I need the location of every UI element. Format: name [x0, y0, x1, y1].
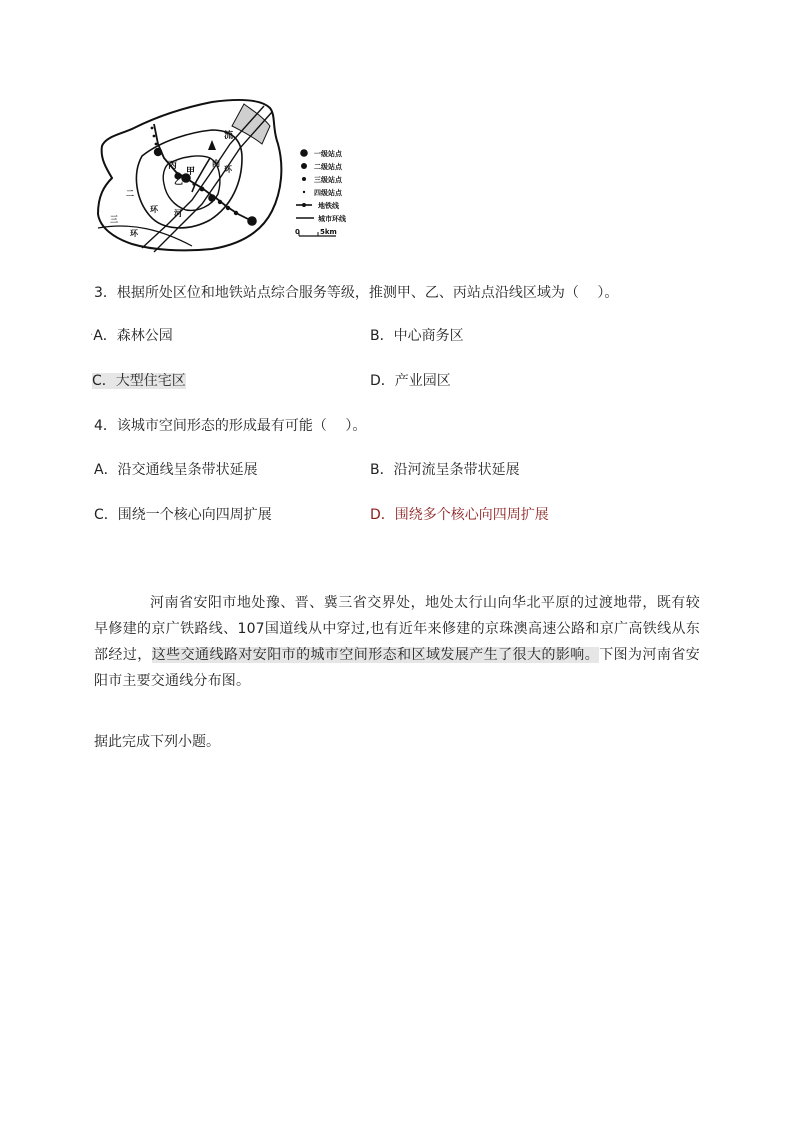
q3-option-d: D．产业园区 — [370, 373, 451, 389]
q3-option-c-text: C．大型住宅区 — [92, 373, 186, 389]
label-third-ring-2: 环 — [130, 229, 138, 238]
passage-part-3: 下图为河南省安阳市主要交通线分布图。 — [94, 647, 700, 689]
city-metro-map — [92, 96, 372, 258]
label-inner-ring-1: 内 — [212, 159, 220, 168]
reading-passage — [94, 590, 700, 694]
legend-metro: 地铁线 — [318, 202, 339, 210]
legend-level3: 三级站点 — [314, 176, 342, 184]
label-jia: 甲 — [186, 167, 196, 177]
legend-level2: 二级站点 — [314, 163, 342, 171]
q4-option-b: B．沿河流呈条带状延展 — [370, 462, 520, 478]
question-4-stem: 4．该城市空间形态的形成最有可能（ ）。 — [94, 418, 367, 434]
passage-part-1: 河南省安阳市地处豫、晋、冀三省交界处，地处太行山向华北平原的过渡地带，既有较早修建的京广铁路线、107国道线从中穿过,也有近年来修建的京珠澳高速公路和京广高铁线从东部经过， — [94, 595, 700, 663]
question-3-stem: 3．根据所处区位和地铁站点综合服务等级，推测甲、乙、丙站点沿线区域为（ ）。 — [94, 285, 619, 301]
station-level4 — [151, 127, 154, 130]
legend-level3-icon — [302, 177, 306, 181]
legend-metro-dot — [302, 203, 306, 207]
river-band — [142, 106, 264, 248]
legend-ring: 城市环线 — [318, 215, 346, 223]
station-level2 — [154, 148, 162, 156]
passage-part-2-highlighted: 这些交通线路对安阳市的城市空间形态和区域发展产生了很大的影响。 — [151, 647, 600, 663]
q4-option-a: A．沿交通线呈条带状延展 — [94, 462, 258, 478]
label-second-ring-1: 二 — [126, 189, 134, 198]
station-level3 — [200, 187, 205, 192]
station-level4 — [192, 182, 195, 185]
arrow-marker — [208, 140, 216, 150]
legend-level1-icon — [300, 149, 308, 157]
station-level3 — [218, 200, 222, 204]
scale-zero: 0 — [295, 228, 300, 236]
legend-level2-icon — [301, 163, 307, 169]
river-shade — [232, 104, 270, 144]
station-level4 — [155, 143, 158, 146]
legend-level1: 一级站点 — [314, 150, 342, 158]
station-level2 — [208, 194, 216, 202]
legend-level4-icon — [303, 191, 305, 193]
label-bing: 丙 — [168, 161, 178, 171]
answer-prompt: 据此完成下列小题。 — [94, 734, 220, 750]
label-inner-ring-2: 环 — [224, 165, 232, 174]
q4-option-c: C．围绕一个核心向四周扩展 — [94, 507, 272, 523]
station-level4 — [153, 135, 156, 138]
selection-tick-icon: · — [90, 330, 94, 341]
label-third-ring-1: 三 — [110, 215, 118, 224]
q3-option-c — [92, 371, 186, 391]
q4-option-d: D．围绕多个核心向四周扩展 — [370, 507, 549, 523]
scale-km: 5km — [320, 228, 337, 236]
label-second-ring-2: 环 — [150, 205, 158, 214]
q3-option-a — [90, 326, 173, 346]
map-svg — [92, 96, 372, 258]
q3-option-a-text: A．森林公园 — [93, 328, 173, 344]
label-yi: 乙 — [174, 177, 184, 187]
label-river-lower: 河 — [174, 209, 182, 218]
label-river-top: 流 — [224, 131, 234, 141]
legend-level4: 四级站点 — [314, 189, 342, 197]
station-level3 — [234, 211, 238, 215]
q3-option-b: B．中心商务区 — [370, 328, 464, 344]
station-level1 — [247, 216, 257, 226]
station-level3 — [226, 206, 230, 210]
